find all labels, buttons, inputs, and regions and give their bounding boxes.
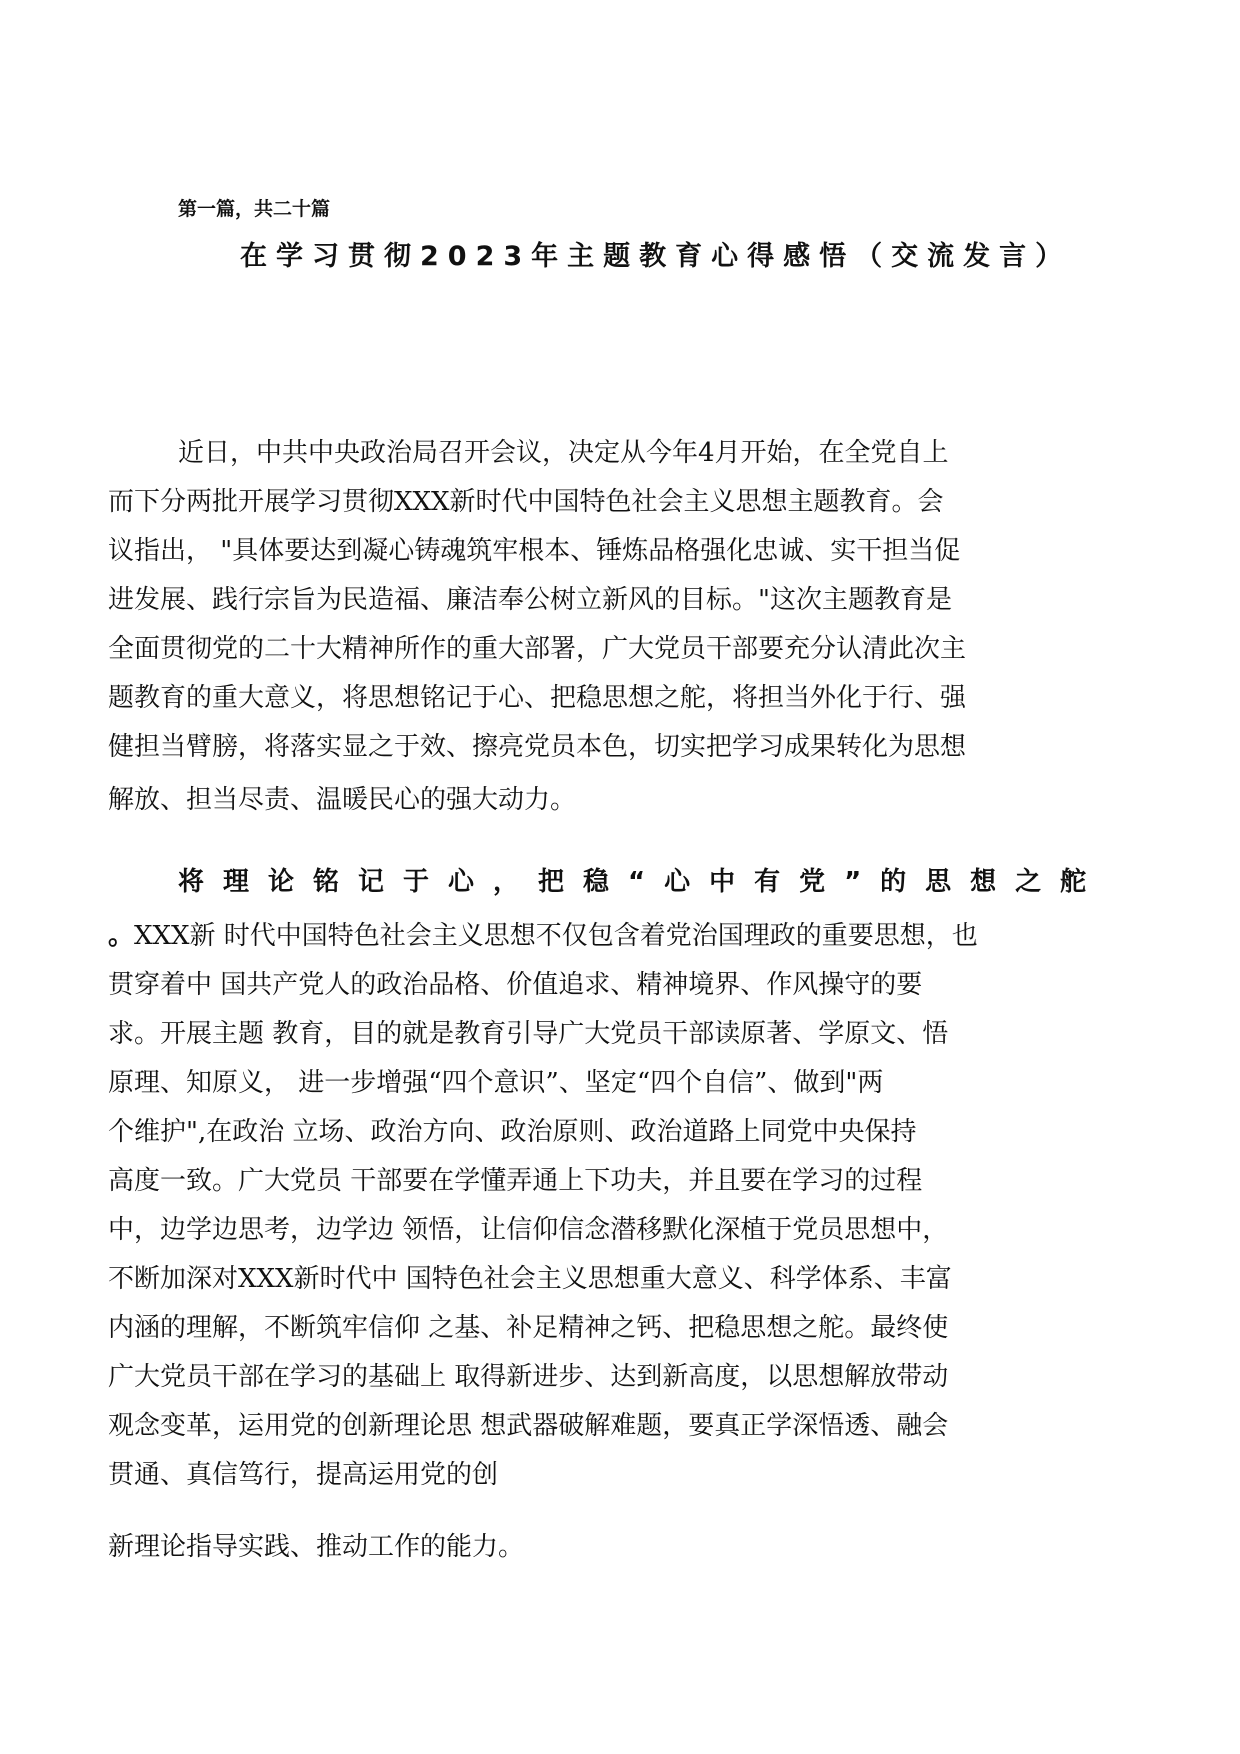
paragraph-line: 贯通、真信笃行，提高运用党的创	[108, 1460, 499, 1490]
document-title: 在学习贯彻2023年主题教育心得感悟（交流发言）	[240, 241, 1072, 272]
paragraph-line: 而下分两批开展学习贯彻XXX新时代中国特色社会主义思想主题教育。会	[108, 487, 944, 517]
series-label: 第一篇，共二十篇	[178, 198, 331, 220]
paragraph-line: 高度一致。广大党员 干部要在学懂弄通上下功夫，并且要在学习的过程	[108, 1166, 923, 1196]
paragraph-line: 个维护",在政治 立场、政治方向、政治原则、政治道路上同党中央保持	[108, 1117, 917, 1147]
paragraph-line: 进发展、践行宗旨为民造福、廉洁奉公树立新风的目标。"这次主题教育是	[108, 585, 952, 615]
paragraph-line: 健担当臂膀，将落实显之于效、擦亮党员本色，切实把学习成果转化为思想	[108, 732, 967, 762]
paragraph-line: 广大党员干部在学习的基础上 取得新进步、达到新高度，以思想解放带动	[108, 1362, 949, 1392]
paragraph-line: 题教育的重大意义，将思想铭记于心、把稳思想之舵，将担当外化于行、强	[108, 683, 967, 713]
paragraph-line: 求。开展主题 教育，目的就是教育引导广大党员干部读原著、学原文、悟	[108, 1019, 949, 1049]
paragraph-line: 解放、担当尽责、温暖民心的强大动力。	[108, 785, 577, 815]
paragraph-line: 议指出， "具体要达到凝心铸魂筑牢根本、锤炼品格强化忠诚、实干担当促	[108, 536, 961, 566]
paragraph-line: 观念变革，运用党的创新理论思 想武器破解难题，要真正学深悟透、融会	[108, 1411, 949, 1441]
paragraph-line: 贯穿着中 国共产党人的政治品格、价值追求、精神境界、作风操守的要	[108, 970, 923, 1000]
paragraph-line: 近日，中共中央政治局召开会议，决定从今年4月开始，在全党自上	[178, 438, 949, 468]
paragraph-line: 原理、知原义， 进一步增强“四个意识”、坚定“四个自信”、做到"两	[108, 1068, 884, 1098]
paragraph-line: 新理论指导实践、推动工作的能力。	[108, 1532, 525, 1562]
paragraph-line-text: XXX新 时代中国特色社会主义思想不仅包含着党治国理政的重要思想，也	[134, 921, 978, 951]
paragraph-line: 全面贯彻党的二十大精神所作的重大部署，广大党员干部要充分认清此次主	[108, 634, 967, 664]
paragraph-line: 内涵的理解，不断筑牢信仰 之基、补足精神之钙、把稳思想之舵。最终使	[108, 1313, 949, 1343]
paragraph-line	[108, 919, 978, 953]
section-heading: 将理论铭记于心，把稳“心中有党”的思想之舵	[178, 867, 1106, 897]
heading-tail: 。	[108, 921, 135, 951]
paragraph-line: 不断加深对XXX新时代中 国特色社会主义思想重大意义、科学体系、丰富	[108, 1264, 952, 1294]
paragraph-line: 中，边学边思考，边学边 领悟，让信仰信念潜移默化深植于党员思想中，	[108, 1215, 949, 1245]
